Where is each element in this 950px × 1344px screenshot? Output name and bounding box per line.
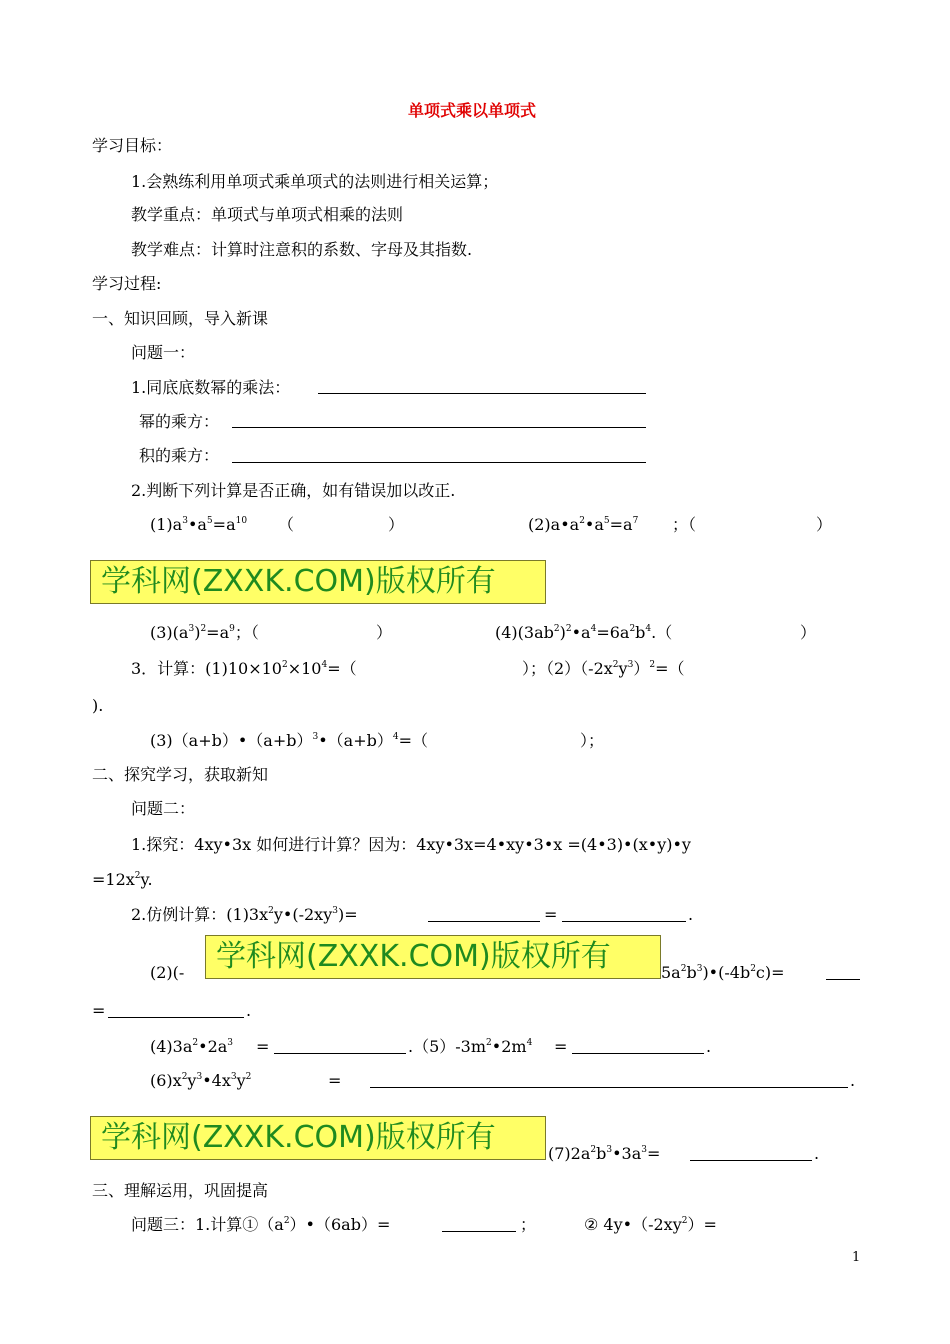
goal-heading: 学习目标： — [92, 136, 173, 155]
equals: = — [328, 1071, 342, 1090]
answer-blank[interactable] — [572, 1053, 704, 1054]
answer-blank[interactable] — [370, 1087, 848, 1088]
judge-item-2: $(2)a•a^2•a^5=a^7$ — [528, 515, 639, 534]
answer-blank[interactable] — [108, 1017, 244, 1018]
judge-item-1: $(1)a^3•a^5=a^{10}$ — [150, 515, 248, 534]
watermark: 学科网(ZXXK.COM)版权所有 — [90, 560, 546, 604]
period: . — [850, 1071, 856, 1090]
explore-line: 1.探究：4xy•3x 如何进行计算？因为：4xy•3x=4•xy•3•x =(4•3)•(x•y)•y — [131, 835, 691, 854]
key-point: 教学重点：单项式与单项式相乘的法则 — [131, 205, 404, 224]
period: . — [814, 1144, 820, 1163]
question-three-2: ② $4y•(-2xy^2)=$ — [584, 1215, 717, 1234]
period: . — [246, 1001, 252, 1020]
period: . — [688, 905, 694, 924]
equals: = — [92, 1001, 106, 1020]
section-heading: 三、理解运用，巩固提高 — [92, 1181, 269, 1200]
equals: = — [554, 1037, 568, 1056]
answer-blank[interactable] — [826, 979, 860, 980]
answer-blank[interactable] — [690, 1160, 812, 1161]
bracket-close: ） — [388, 515, 405, 534]
bracket-close: ） — [816, 515, 833, 534]
page-title: 单项式乘以单项式 — [408, 101, 537, 120]
practice-item-4: $(4)3a^2•2a^3$ — [150, 1037, 234, 1056]
question-label: 问题二： — [131, 799, 196, 818]
section-heading: 二、探究学习，获取新知 — [92, 765, 269, 784]
practice-item-1: 2.仿例计算：$(1)3x^2y•(-2xy^3)=$ — [131, 905, 358, 924]
explore-result: $=12x^2y$. — [92, 870, 153, 889]
section-heading: 一、知识回顾，导入新课 — [92, 309, 269, 328]
page-number: 1 — [852, 1250, 861, 1265]
answer-blank[interactable] — [442, 1231, 516, 1232]
answer-blank[interactable] — [318, 393, 646, 394]
line-tail: ). — [92, 696, 104, 715]
instruction: 2.判断下列计算是否正确，如有错误加以改正. — [131, 481, 456, 500]
answer-blank[interactable] — [232, 462, 646, 463]
bracket-close: ） — [376, 623, 393, 642]
fill-label: 积的乘方： — [139, 446, 220, 465]
bracket-close: ）； — [580, 731, 605, 750]
practice-item-2: (2)(- — [150, 963, 185, 982]
judge-item-4: $(4)(3ab^2)^2•a^4=6a^2b^4$.（ — [495, 623, 673, 642]
judge-item-3: $(3)(a^3)^2=a^9$；（ — [150, 623, 259, 642]
difficulty: 教学难点：计算时注意积的系数、字母及其指数. — [131, 240, 473, 259]
process-heading: 学习过程: — [92, 274, 162, 293]
equals: = — [544, 905, 558, 924]
bracket-close: ） — [800, 623, 817, 642]
answer-blank[interactable] — [562, 921, 686, 922]
answer-blank[interactable] — [274, 1053, 406, 1054]
goal-item: 1.会熟练利用单项式乘单项式的法则进行相关运算； — [131, 172, 499, 191]
practice-item-7: $(7)2a^2b^3•3a^3=$ — [548, 1144, 661, 1163]
watermark: 学科网(ZXXK.COM)版权所有 — [90, 1116, 546, 1160]
answer-blank[interactable] — [428, 921, 540, 922]
question-three: 问题三：1.计算$①(a^2)•(6ab)=$ — [131, 1215, 391, 1234]
separator: ； — [520, 1215, 537, 1234]
fill-label: 1.同底底数幂的乘法： — [131, 378, 291, 397]
answer-blank[interactable] — [232, 427, 646, 428]
bracket-open: （ — [278, 515, 295, 534]
watermark: 学科网(ZXXK.COM)版权所有 — [205, 935, 661, 979]
equals: = — [256, 1037, 270, 1056]
practice-item-3: $5a^2b^3)•(-4b^2c)=$ — [661, 963, 785, 982]
practice-item-6: $(6)x^2y^3•4x^3y^2$ — [150, 1071, 252, 1090]
calc-item-2: ）；$(2)(-2x^2y^3)^2=$（ — [522, 659, 685, 678]
practice-item-5: $.(5)-3m^2•2m^4$ — [408, 1037, 533, 1056]
bracket-open: ；（ — [672, 515, 697, 534]
calc-item-1: 3．计算：$(1)10\times 10^2\times 10^4=$（ — [131, 659, 357, 678]
fill-label: 幂的乘方： — [139, 412, 220, 431]
period: . — [706, 1037, 712, 1056]
question-label: 问题一： — [131, 343, 196, 362]
calc-item-3: $(3)(a+b)•(a+b)^3•(a+b)^4=$（ — [150, 731, 429, 750]
